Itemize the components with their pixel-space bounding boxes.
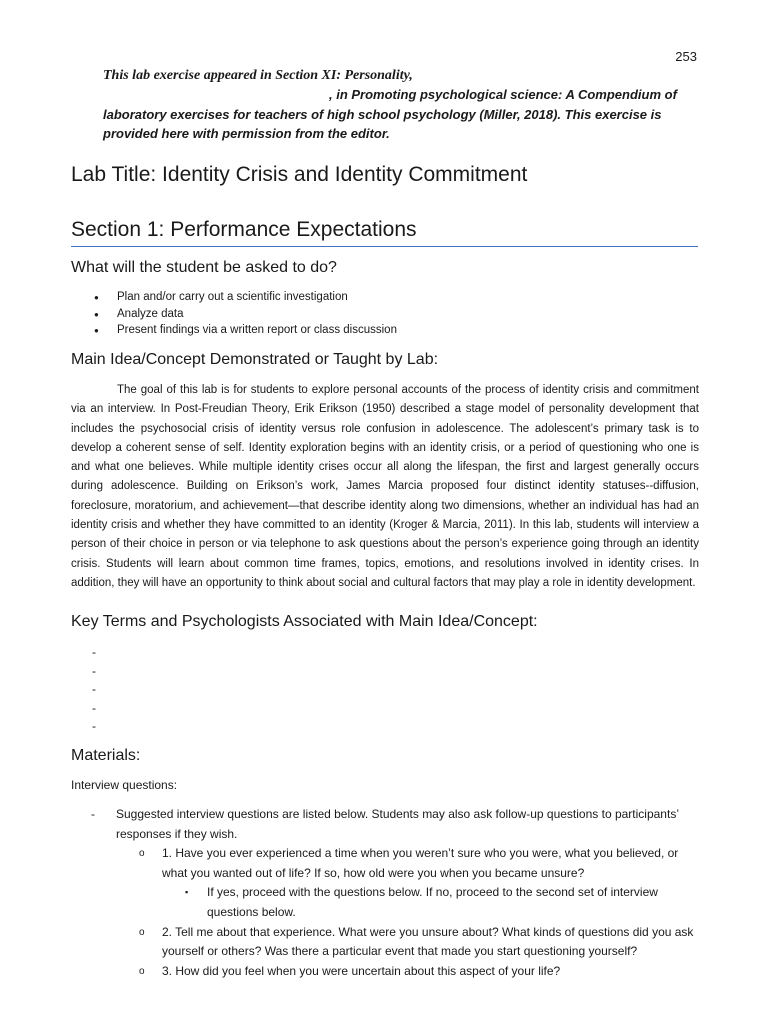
main-idea-paragraph: The goal of this lab is for students to explore personal accounts of the process of identity crisis and commitment via an interview. In Post-Freudian Theory, Erik Erikson (1950) described a stage model of personality development that includes the psychosocial crisis of identity versus role confusion in adolescence. The adolescent’s primary task is to develop a coherent sense of self. Identity exploration begins with an identity crisis, or a period of questioning who one is and what one believes. While multiple identity crises occur all along the lifespan, the first and largest generally occurs during adolescence. Building on Erikson’s work, James Marcia proposed four distinct identity statuses--diffusion, foreclosure, moratorium, and achievement—that describe identity along two dimensions, whether an individual has had an identity crisis and whether they have committed to an identity (Kroger & Marcia, 2011). In this lab, students will interview a person of their choice in person or via telephone to ask questions about the person’s experience going through an identity crisis. Students will learn about common time frames, topics, emotions, and resolutions involved in identity crises. In addition, they will have an opportunity to think about social and cultural factors that may play a role in identity development. xyxy=(71,384,699,589)
square-bullet-icon: ▪ xyxy=(185,887,189,898)
intro-note xyxy=(103,66,698,144)
key-terms-heading: Key Terms and Psychologists Associated with Main Idea/Concept: xyxy=(71,613,538,630)
list-item: - xyxy=(92,682,96,697)
student-tasks-list xyxy=(71,289,397,339)
intro-line-4: provided here with permission from the editor. xyxy=(103,126,390,142)
list-item xyxy=(71,805,698,844)
student-tasks-heading: What will the student be asked to do? xyxy=(71,259,337,276)
list-item: - xyxy=(92,645,96,659)
main-idea-heading: Main Idea/Concept Demonstrated or Taught by Lab: xyxy=(71,351,439,368)
list-item: ● Plan and/or carry out a scientific investigation xyxy=(71,289,397,306)
list-item xyxy=(71,923,698,962)
dash-marker: - xyxy=(91,807,95,821)
key-terms-list xyxy=(92,643,96,736)
circle-bullet-icon: o xyxy=(139,848,145,860)
intro-line-3: laboratory exercises for teachers of high school psychology (Miller, 2018). This exercise is xyxy=(103,106,662,122)
suggested-questions-text: Suggested interview questions are listed below. Students may also ask follow-up questions to participants’ responses if they wish. xyxy=(116,807,679,841)
page-number: 253 xyxy=(675,49,697,64)
interview-questions-list xyxy=(71,805,698,981)
section-title: Section 1: Performance Expectations xyxy=(71,218,698,247)
circle-bullet-icon: o xyxy=(139,965,145,977)
list-item xyxy=(71,962,698,982)
question-3: 3. How did you feel when you were uncertain about this aspect of your life? xyxy=(162,963,561,978)
interview-label: Interview questions: xyxy=(71,778,178,792)
intro-line-1: This lab exercise appeared in Section XI: Personality, xyxy=(103,68,413,83)
circle-bullet-icon: o xyxy=(139,926,145,938)
list-item xyxy=(71,883,698,922)
materials-heading: Materials: xyxy=(71,747,141,764)
list-item: ● Present findings via a written report or class discussion xyxy=(71,322,397,339)
intro-line-2: , in Promoting psychological science: A Compendium of xyxy=(329,87,677,103)
lab-title: Lab Title: Identity Crisis and Identity Commitment xyxy=(71,163,528,186)
question-1-instruction: If yes, proceed with the questions below. If no, proceed to the second set of interview questions below. xyxy=(207,885,658,919)
question-2: 2. Tell me about that experience. What were you unsure about? What kinds of questions did you ask yourself or others? Was there a particular event that made you start questioning yourself? xyxy=(162,924,694,959)
list-item: - xyxy=(92,719,96,734)
list-item: ● Analyze data xyxy=(71,306,397,323)
list-item: - xyxy=(92,663,96,678)
list-item: - xyxy=(92,700,96,715)
list-item xyxy=(71,844,698,883)
question-1: 1. Have you ever experienced a time when you weren’t sure who you were, what you believed, or what you wanted out of life? If so, how old were you when you became unsure? xyxy=(162,846,679,880)
